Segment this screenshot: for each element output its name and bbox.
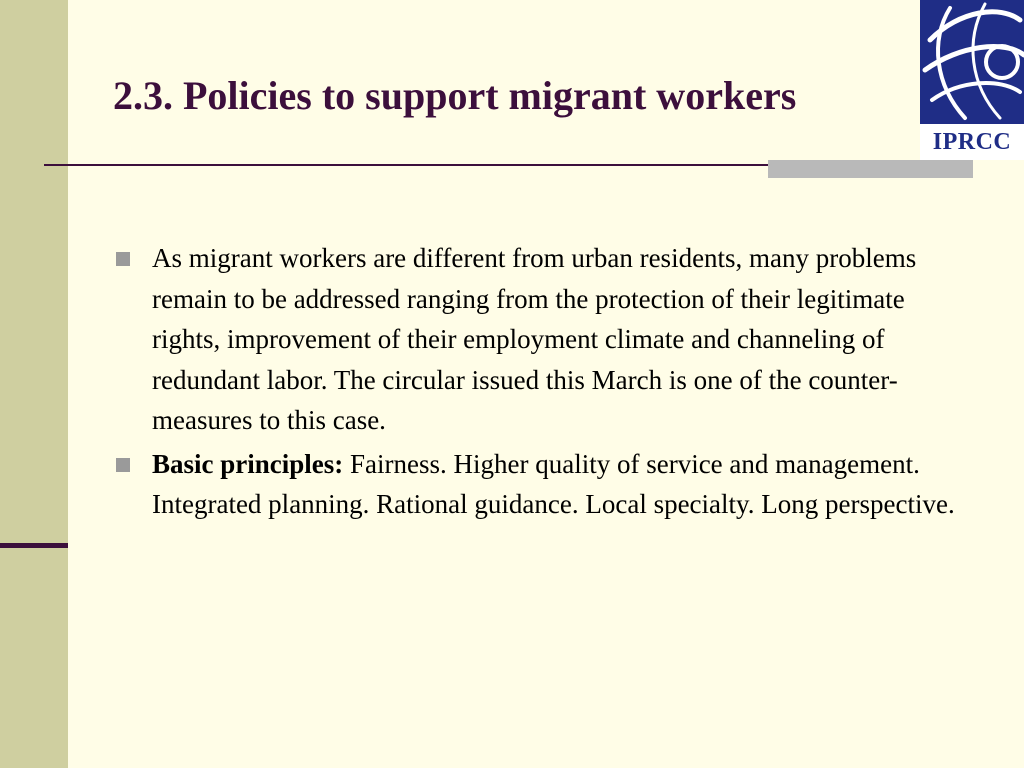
left-accent-line [0,543,68,548]
bullet-text: Fairness. Higher quality of service and management. Integrated planning. Rational guidance. Local specialty. Long perspective. [152,448,955,519]
iprcc-logo [920,0,1024,160]
logo-text: IPRCC [920,124,1024,160]
slide-title: 2.3. Policies to support migrant workers [113,73,797,118]
square-bullet-icon [116,252,130,266]
title-gray-bar [768,160,973,178]
bullet-lead: Basic principles: [152,448,344,479]
square-bullet-icon [116,458,130,472]
left-decorative-bar [0,0,68,768]
globe-logo-icon [920,0,1024,124]
bullet-item [112,444,962,525]
bullet-item [112,238,962,441]
bullet-list [112,238,962,528]
bullet-text: As migrant workers are different from urban residents, many problems remain to be addressed ranging from the protection of their legitimate rights, improvement of their employment climate and channeling of redundant labor. The circular issued this March is one of the counter-measures to this case. [152,243,917,435]
